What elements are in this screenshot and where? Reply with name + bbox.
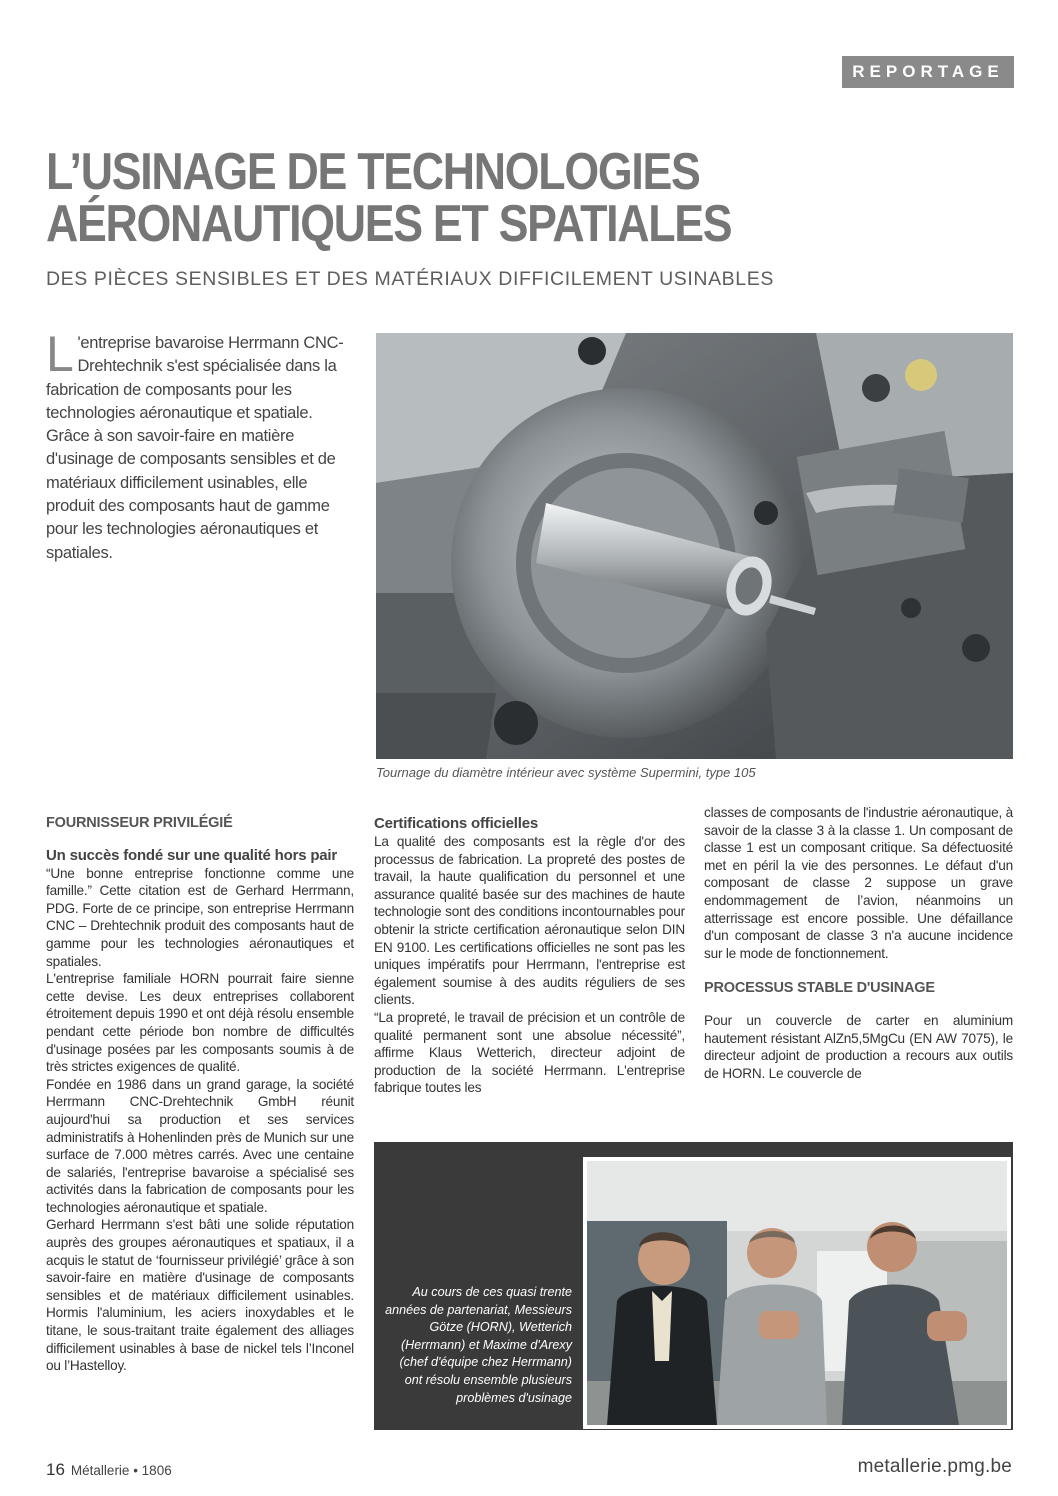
paragraph: Fondée en 1986 dans un grand garage, la société Herrmann CNC-Drehtechnik GmbH réunit aujourd'hui sa production et ses services administratifs à Hohenlinden près de Munich sur une surface de 7.000 mètres carrés. Avec une centaine de salariés, l'entreprise bavaroise a spécialisé ses activités dans la fabrication de composants pour les technologies aéronautique et spatiale. [46,1076,354,1215]
paragraph: Gerhard Herrmann s'est bâti une solide réputation auprès des groupes aéronautiques et spatiaux, il a acquis le statut de ‘fournisseur privilégié’ grâce à son savoir-faire en matière d'usinage de composants sensibles et de matériaux difficilement usinables. Hormis l'aluminium, les aciers inoxydables et le titane, le sous-traitant traite également des alliages difficilement usinables à base de nickel tels l’Inconel ou l’Hastelloy. [46,1217,354,1374]
text-column-3 [704,804,1013,1082]
title-line-2: AÉRONAUTIQUES ET SPATIALES [46,195,732,253]
article-subtitle: DES PIÈCES SENSIBLES ET DES MATÉRIAUX DIFFICILEMENT USINABLES [46,268,774,290]
lathe-machining-image [376,333,1013,759]
intro-paragraph [46,326,356,565]
team-photo [583,1157,1011,1429]
title-line-1: L’USINAGE DE TECHNOLOGIES [46,143,700,201]
section-heading: PROCESSUS STABLE D'USINAGE [704,980,935,997]
magazine-issue: Métallerie • 1806 [70,1463,172,1478]
intro-text: 'entreprise bavaroise Herrmann CNC-Drehtechnik s'est spécialisée dans la fabrication de composants pour les technologies aéronautique et spatiale. Grâce à son savoir-faire en matière d'usinage de composants sensibles et de matériaux difficilement usinables, elle produit des composants haut de gamme pour les technologies aéronautiques et spatiales. [46,334,344,562]
team-photo-caption: Au cours de ces quasi trente années de partenariat, Messieurs Götze (HORN), Wetterich (Herrmann) et Maxime d'Arexy (chef d'équipe chez Herrmann) ont résolu ensemble plusieurs problèmes d'usinage [385,1285,572,1405]
paragraph: La qualité des composants est la règle d'or des processus de fabrication. La propreté des postes de travail, la haute qualification du personnel et une assurance qualité basée sur des machines de haute technologie sont des conditions incontournables pour obtenir la stricte certification aéronautique selon DIN EN 9100. Les certifications officielles ne sont pas les uniques impératifs pour Herrmann, l'entreprise est également soumise à des audits réguliers de ses clients. [374,834,685,1008]
paragraph: classes de composants de l'industrie aéronautique, à savoir de la classe 3 à la classe 1. Un composant de classe 1 est un composant critique. Sa défectuosité met en péril la vie des personnes. Le défaut d'un composant de classe 2 suppose un grave endommagement de l’avion, néanmoins un atterrissage est encore possible. Une défaillance d'un composant de classe 3 n'a aucune incidence sur le mode de fonctionnement. [704,805,1013,961]
team-image [587,1161,1007,1425]
paragraph: L'entreprise familiale HORN pourrait faire sienne cette devise. Les deux entreprises collaborent étroitement depuis 1990 et ont déjà résolu ensemble pendant cette période bon nombre de difficultés d'usinage posées par les composants soumis à de très strictes exigences de qualité. [46,971,354,1075]
text-column-2 [374,815,685,1097]
website-link[interactable]: metallerie.pmg.be [857,1456,1012,1477]
drop-cap: L [46,326,74,382]
paragraph: “La propreté, le travail de précision et un contrôle de qualité permanent sont une absolue nécessité”, affirme Klaus Wetterich, directeur adjoint de production de la société Herrmann. L'entreprise fabrique toutes les [374,1009,685,1096]
sub-heading: Un succès fondé sur une qualité hors pair [46,846,338,864]
section-heading: FOURNISSEUR PRIVILÉGIÉ [46,815,233,831]
page-folio [46,1460,172,1480]
article-title [46,143,889,253]
sub-heading: Certifications officielles [374,815,539,832]
machining-photo [376,333,1013,759]
section-badge: REPORTAGE [842,56,1014,88]
page-number: 16 [46,1460,65,1479]
text-column-1 [46,815,354,1375]
paragraph: Pour un couvercle de carter en aluminium hautement résistant AlZn5,5MgCu (EN AW 7075), le directeur adjoint de production a recours aux outils de HORN. Le couvercle de [704,1012,1013,1081]
paragraph: “Une bonne entreprise fonctionne comme une famille.” Cette citation est de Gerhard Herrmann, PDG. Forte de ce principe, son entreprise Herrmann CNC – Drehtechnik produit des composants haut de gamme pour les technologies aéronautiques et spatiales. [46,865,354,969]
photo-caption: Tournage du diamètre intérieur avec système Supermini, type 105 [376,765,756,780]
